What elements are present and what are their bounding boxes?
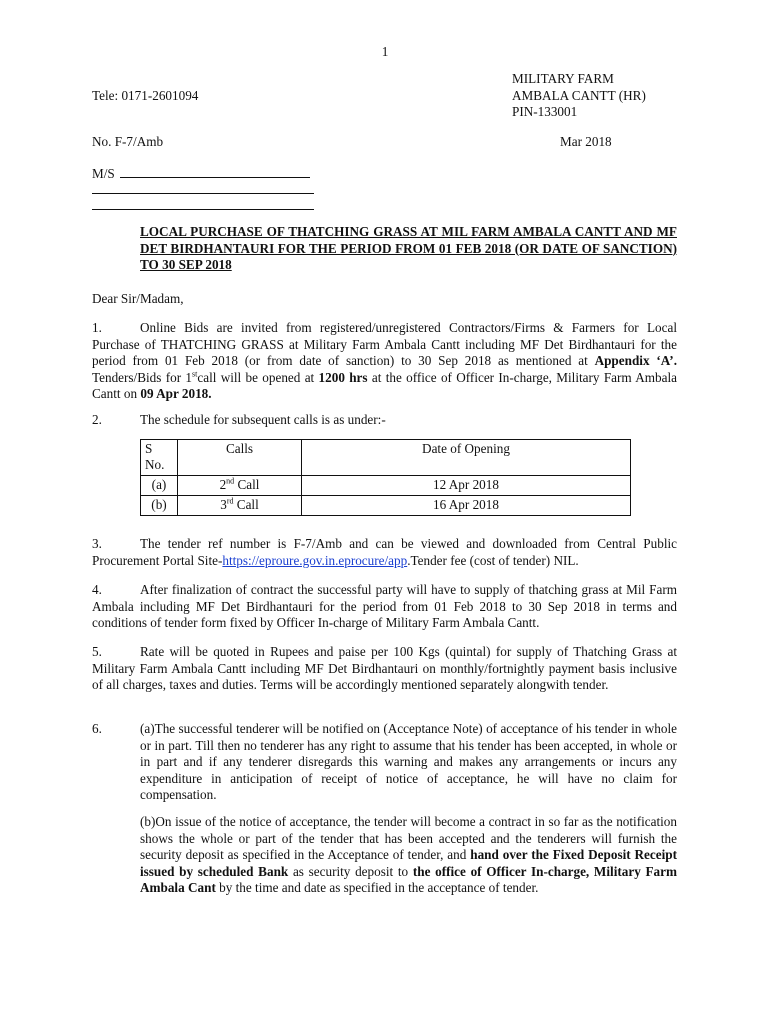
call-word: Call (234, 477, 260, 492)
para-text: Online Bids are invited from registered/unregistered Contractors/Firms & Farmers for Local Purchase of THATCHING GRASS at Military Farm Ambala Cantt including MF Det Birdhantauri for the period from 01 Feb 2018 (or from date of sanction) to 30 Sep 2018 as mentioned at (92, 320, 677, 369)
address-line: MILITARY FARM (512, 71, 614, 86)
salutation: Dear Sir/Madam, (92, 291, 184, 306)
para-bold: hand over the Fixed Deposit Receipt issued by scheduled Bank (140, 847, 677, 879)
para-text: at the office of Officer In-charge, Military Farm Ambala Cantt on (92, 369, 677, 402)
para-text: After finalization of contract the successful party will have to supply of thatching grass at Mil Farm Ambala including MF Det Birdhantauri for the period from 01 Feb 2018 to 30 Sep 2018 in terms and conditions of tender form fixed by Officer In-charge of Military Farm Ambala Cantt. (92, 582, 677, 631)
call-word: Call (233, 497, 259, 512)
telephone: Tele: 0171-2601094 (92, 88, 199, 103)
superscript: nd (226, 476, 235, 486)
table-cell: 12 Apr 2018 (302, 476, 631, 496)
para-text: .Tender fee (cost of tender) NIL. (407, 552, 579, 568)
para-text: (b)On issue of the notice of acceptance, the tender will become a contract in so far as the notification shows the whole or part of the tender that has been accepted and the tenderers will furnish the security deposit as specified in the Acceptance of tender, and (140, 814, 677, 863)
recipient-blank-line (92, 193, 314, 194)
para-text: as security deposit to (288, 863, 413, 879)
call-number: 2 (219, 477, 227, 492)
table-header-row (141, 440, 631, 476)
paragraph-2 (92, 412, 386, 429)
superscript: st (192, 369, 198, 379)
reference-number: No. F-7/Amb (92, 134, 164, 149)
para-number: 6. (92, 721, 102, 736)
paragraph-6b (140, 814, 677, 897)
para-text: Tenders/Bids for 1 (92, 369, 193, 385)
para-number: 2. (92, 412, 102, 427)
column-header: Date of Opening (302, 440, 631, 476)
paragraph-1 (92, 320, 677, 403)
ms-label: M/S (92, 166, 115, 181)
superscript: rd (226, 496, 234, 506)
table-row (141, 476, 631, 496)
para-text: The schedule for subsequent calls is as under:- (140, 412, 386, 427)
table-cell: (b) (141, 496, 178, 516)
para-bold: 1200 hrs (318, 369, 368, 385)
para-number: 3. (92, 536, 102, 551)
subject-heading: LOCAL PURCHASE OF THATCHING GRASS AT MIL FARM AMBALA CANTT AND MF DET BIRDHANTAURI FOR THE PERIOD FROM 01 FEB 2018 (OR DATE OF SANCTION) TO 30 SEP 2018 (140, 224, 677, 273)
recipient-blank-line (120, 166, 310, 178)
column-header: S No. (141, 440, 178, 476)
sender-address (512, 71, 646, 121)
letter-date: Mar 2018 (560, 134, 612, 149)
para-number: 4. (92, 582, 102, 597)
portal-link[interactable]: https://eproure.gov.in.eprocure/app (222, 552, 408, 568)
para-bold: 09 Apr 2018. (140, 386, 212, 402)
address-line: PIN-133001 (512, 104, 578, 120)
para-text: Rate will be quoted in Rupees and paise per 100 Kgs (quintal) for supply of Thatching Grass at Military Farm Ambala Cantt including MF Det Birdhantauri on monthly/fortnightly payment basis inclusive of all charges, taxes and duties. Terms will be accordingly mentioned separately alongwith tender. (92, 644, 677, 693)
page-number: 1 (381, 44, 389, 59)
para-text: The tender ref number is F-7/Amb and can be viewed and downloaded from Central Public Procurement Portal Site- (92, 536, 677, 568)
para-number: 1. (92, 320, 102, 335)
table-cell: 16 Apr 2018 (302, 496, 631, 516)
call-number: 3 (220, 497, 227, 512)
recipient-block (92, 166, 310, 183)
para-number: 5. (92, 644, 102, 659)
table-cell (178, 496, 302, 516)
table-cell (178, 476, 302, 496)
paragraph-6a: (a)The successful tenderer will be notified on (Acceptance Note) of acceptance of his tender in whole or in part. Till then no tenderer has any right to assume that his tender has been accepted, in whole or in part and if any tenderer disregards this warning and makes any arrangements or incurs any expenditure in anticipation of receipt of notice of acceptance, he will have no claim for compensation. (140, 721, 677, 803)
para-bold: Appendix ‘A’. (594, 353, 677, 369)
paragraph-3 (92, 536, 677, 569)
recipient-blank-line (92, 209, 314, 210)
para-text: call will be opened at (197, 369, 319, 385)
paragraph-4 (92, 582, 677, 632)
schedule-table (140, 439, 631, 516)
paragraph-5 (92, 644, 677, 694)
para-bold: the office of Officer In-charge, Military Farm Ambala Cant (140, 863, 677, 896)
address-line: AMBALA CANTT (HR) (512, 87, 646, 103)
table-row (141, 496, 631, 516)
column-header: Calls (178, 440, 302, 476)
table-cell: (a) (141, 476, 178, 496)
para-text: by the time and date as specified in the acceptance of tender. (215, 880, 539, 896)
